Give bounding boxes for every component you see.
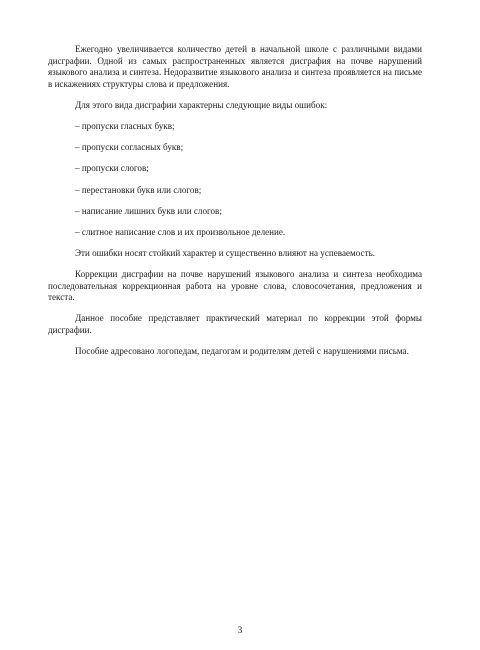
body-text (48, 44, 422, 358)
paragraph-manual: Данное пособие представляет практический материал по коррекции этой формы дисграфии. (48, 313, 422, 335)
list-item-error: – пропуски гласных букв; (75, 120, 175, 131)
paragraph-audience: Пособие адресовано логопедам, педагогам и родителям детей с нарушениями письма. (75, 346, 409, 357)
list-item-error: – перестановки букв или слогов; (75, 184, 202, 195)
list-item-error: – написание лишних букв или слогов; (75, 205, 222, 216)
list-item-error: – пропуски слогов; (75, 163, 149, 174)
list-item-error: – пропуски согласных букв; (75, 142, 184, 153)
paragraph-intro: Ежегодно увеличивается количество детей в начальной школе с различными видами дисграфии. Одной из самых распространенных является дисграфия на почве нарушений языкового анализа и синтеза. Недоразвитие языкового анализа и синтеза проявляется на письме в искажениях структуры слова и предложения. (48, 44, 422, 89)
list-item-error: – слитное написание слов и их произвольное деление. (75, 226, 286, 237)
paragraph-list-intro: Для этого вида дисграфии характерны следующие виды ошибок: (75, 99, 328, 110)
page-number: 3 (237, 626, 243, 636)
paragraph-persistence: Эти ошибки носят стойкий характер и существенно влияют на успеваемость. (75, 248, 375, 258)
paragraph-correction: Коррекции дисграфии на почве нарушений языкового анализа и синтеза необходима последовательная коррекционная работа на уровне слова, словосочетания, предложения и текста. (48, 269, 422, 303)
